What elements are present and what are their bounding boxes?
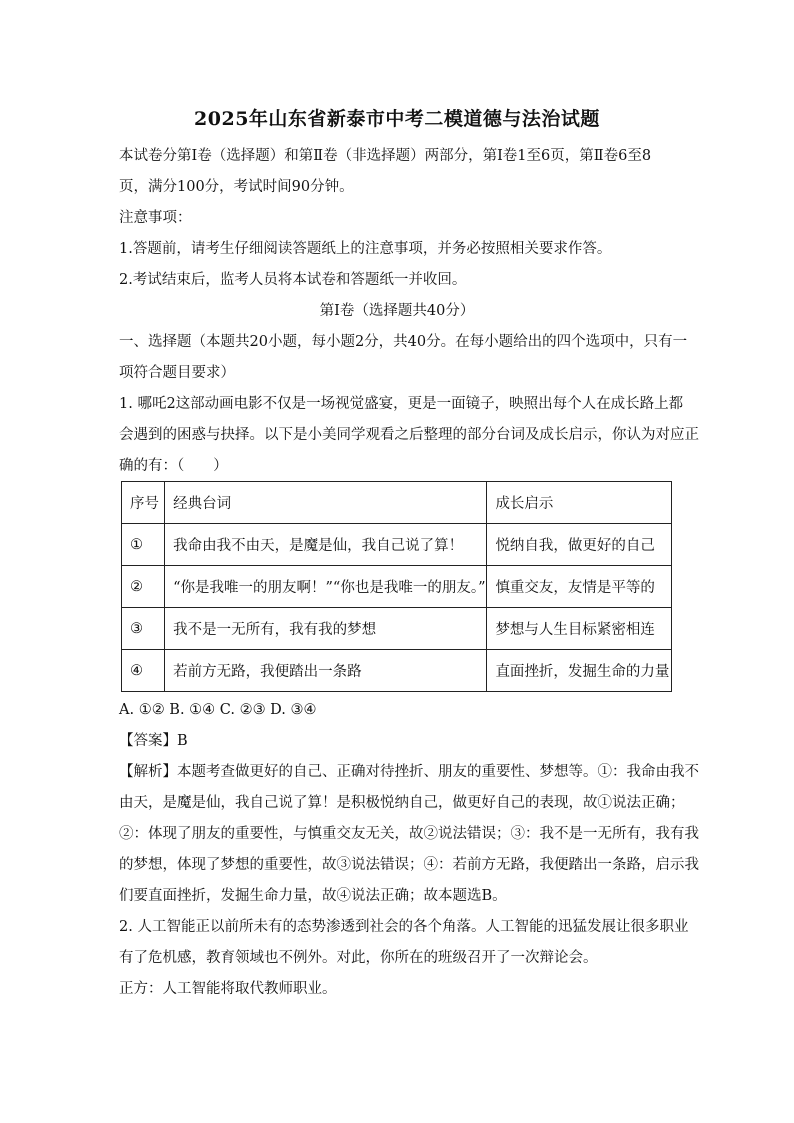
section-description: 一、选择题（本题共20小题，每小题2分，共40分。在每小题给出的四个选项中，只有一 bbox=[119, 334, 688, 350]
table-header-row bbox=[122, 482, 672, 524]
intro-line: 本试卷分第Ⅰ卷（选择题）和第Ⅱ卷（非选择题）两部分，第Ⅰ卷1至6页，第Ⅱ卷6至8 bbox=[119, 148, 652, 164]
table-header-cell: 序号 bbox=[122, 482, 165, 524]
notice-item: 2.考试结束后，监考人员将本试卷和答题纸一并收回。 bbox=[119, 272, 467, 288]
question-1-analysis: ②：体现了朋友的重要性，与慎重交友无关，故②说法错误；③：我不是一无所有，我有我 bbox=[119, 826, 699, 842]
question-1-analysis: 由天，是魔是仙，我自己说了算！是积极悦纳自己，做更好自己的表现，故①说法正确； bbox=[119, 795, 685, 811]
question-2-pro-side: 正方：人工智能将取代教师职业。 bbox=[119, 981, 337, 997]
table-cell: “你是我唯一的朋友啊！”“你也是我唯一的朋友。” bbox=[165, 566, 487, 608]
table-cell: 我命由我不由天，是魔是仙，我自己说了算！ bbox=[165, 524, 487, 566]
sayings-table bbox=[121, 481, 672, 692]
table-row bbox=[122, 566, 672, 608]
question-1-answer: 【答案】B bbox=[119, 733, 188, 749]
table-cell: ③ bbox=[122, 608, 165, 650]
table-row bbox=[122, 650, 672, 692]
section-description: 项符合题目要求） bbox=[119, 365, 235, 381]
table-cell: ① bbox=[122, 524, 165, 566]
question-2-stem: 有了危机感，教育领域也不例外。对此，你所在的班级召开了一次辩论会。 bbox=[119, 950, 598, 966]
table-cell: ② bbox=[122, 566, 165, 608]
table-cell: 若前方无路，我便踏出一条路 bbox=[165, 650, 487, 692]
table-cell: 慎重交友，友情是平等的 bbox=[487, 566, 672, 608]
table-cell: ④ bbox=[122, 650, 165, 692]
question-1-analysis: 们要直面挫折，发掘生命力量，故④说法正确；故本题选B。 bbox=[119, 888, 507, 904]
table-cell: 直面挫折，发掘生命的力量 bbox=[487, 650, 672, 692]
table-cell: 悦纳自我，做更好的自己 bbox=[487, 524, 672, 566]
notice-item: 1.答题前，请考生仔细阅读答题纸上的注意事项，并务必按照相关要求作答。 bbox=[119, 241, 612, 257]
question-1-stem: 确的有：（ ） bbox=[119, 458, 228, 474]
table-row bbox=[122, 608, 672, 650]
question-1-stem: 1. 哪吒2这部动画电影不仅是一场视觉盛宴，更是一面镜子，映照出每个人在成长路上都 bbox=[119, 396, 684, 412]
question-1-stem: 会遇到的困惑与抉择。以下是小美同学观看之后整理的部分台词及成长启示，你认为对应正 bbox=[119, 427, 699, 443]
table-header-cell: 经典台词 bbox=[165, 482, 487, 524]
intro-line: 页，满分100分，考试时间90分钟。 bbox=[119, 179, 354, 195]
question-2-stem: 2. 人工智能正以前所未有的态势渗透到社会的各个角落。人工智能的迅猛发展让很多职业 bbox=[119, 919, 689, 935]
table-cell: 我不是一无所有，我有我的梦想 bbox=[165, 608, 487, 650]
table-cell: 梦想与人生目标紧密相连 bbox=[487, 608, 672, 650]
table-row bbox=[122, 524, 672, 566]
question-1-analysis: 的梦想，体现了梦想的重要性，故③说法错误；④：若前方无路，我便踏出一条路，启示我 bbox=[119, 857, 699, 873]
question-1-options: A. ①② B. ①④ C. ②③ D. ③④ bbox=[119, 702, 317, 718]
question-1-analysis: 【解析】本题考查做更好的自己、正确对待挫折、朋友的重要性、梦想等。①：我命由我不 bbox=[119, 764, 699, 780]
notice-heading: 注意事项： bbox=[119, 210, 192, 226]
section-title: 第Ⅰ卷（选择题共40分） bbox=[319, 303, 475, 319]
table-header-cell: 成长启示 bbox=[487, 482, 672, 524]
exam-title: 2025年山东省新泰市中考二模道德与法治试题 bbox=[194, 108, 600, 130]
